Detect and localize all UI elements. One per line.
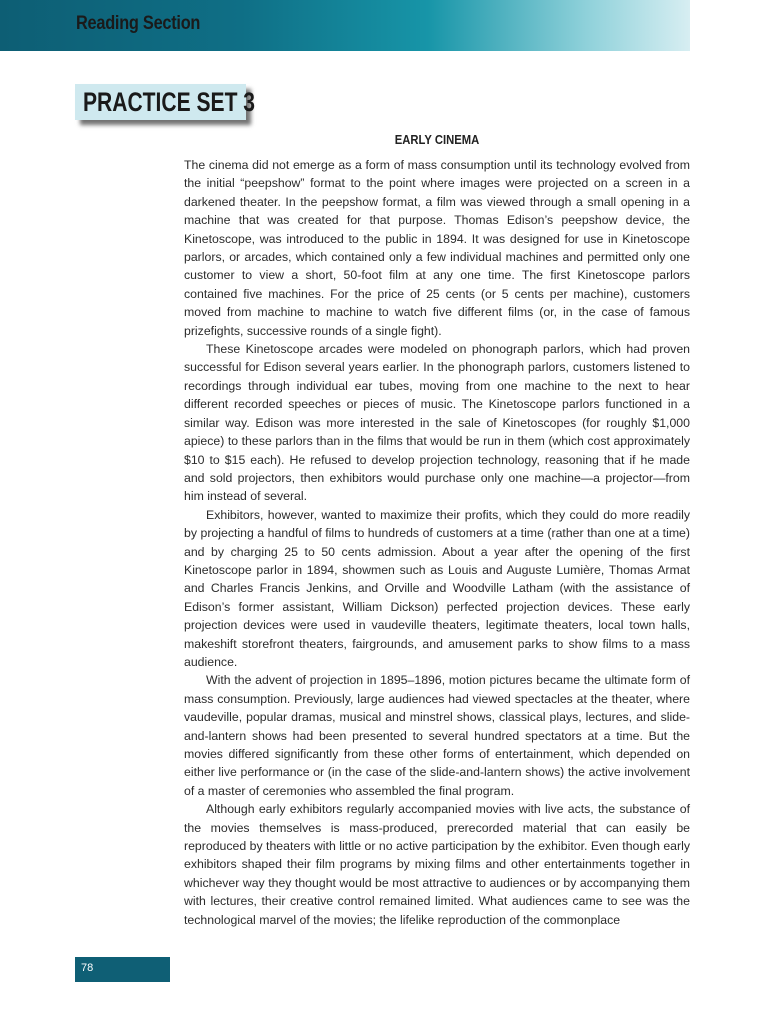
- section-title: Reading Section: [76, 13, 201, 34]
- article-title: EARLY CINEMA: [394, 133, 480, 147]
- paragraph: Although early exhibitors regularly accompanied movies with live acts, the substance of the movies themselves is mass-produced, prerecorded material that can easily be reproduced by theaters with little or no active participation by the exhibitor. Even though early exhibitors shaped their film programs by mixing films and other entertainments together in whichever way they thought would be most attractive to audiences or by accompanying them with lectures, their creative control remained limited. What audiences came to see was the technological marvel of the movies; the lifelike reproduction of the commonplace: [184, 802, 690, 927]
- paragraph: With the advent of projection in 1895–1896, motion pictures became the ultimate form of mass consumption. Previously, large audiences had viewed spectacles at the theater, where vaudeville, popular dramas, musical and minstrel shows, classical plays, lectures, and slide-and-lantern shows had been presented to several hundred spectators at a time. But the movies differed significantly from these other forms of entertainment, which depended on either live performance or (in the case of the slide-and-lantern shows) the active involvement of a master of ceremonies who assembled the final program.: [184, 673, 690, 798]
- page-number: 78: [81, 962, 94, 974]
- paragraph: Exhibitors, however, wanted to maximize their profits, which they could do more readily by projecting a handful of films to hundreds of customers at a time (rather than one at a time) and by charging 25 to 50 cents admission. About a year after the opening of the first Kinetoscope parlor in 1894, showmen such as Louis and Auguste Lumière, Thomas Armat and Charles Francis Jenkins, and Orville and Woodville Latham (with the assistance of Edison’s former assistant, William Dickson) perfected projection devices. These early projection devices were used in vaudeville theaters, legitimate theaters, local town halls, makeshift storefront theaters, fairgrounds, and amusement parks to show films to a mass audience.: [184, 507, 690, 669]
- practice-set-box: [75, 84, 256, 120]
- article-body: [184, 156, 690, 929]
- practice-set-label: PRACTICE SET 3: [83, 87, 256, 117]
- paragraph: The cinema did not emerge as a form of mass consumption until its technology evolved from the initial “peepshow” format to the point where images were projected on a screen in a darkened theater. In the peepshow format, a film was viewed through a small opening in a machine that was created for that purpose. Thomas Edison’s peepshow device, the Kinetoscope, was introduced to the public in 1894. It was designed for use in Kinetoscope parlors, or arcades, which contained only a few individual machines and permitted only one customer to view a short, 50-foot film at any one time. The first Kinetoscope parlors contained five machines. For the price of 25 cents (or 5 cents per machine), customers moved from machine to machine to watch five different films (or, in the case of famous prizefights, successive rounds of a single fight).: [184, 158, 690, 338]
- paragraph: These Kinetoscope arcades were modeled on phonograph parlors, which had proven successful for Edison several years earlier. In the phonograph parlors, customers listened to recordings through individual ear tubes, moving from one machine to the next to hear different recorded speeches or pieces of music. The Kinetoscope parlors functioned in a similar way. Edison was more interested in the sale of Kinetoscopes (for roughly $1,000 apiece) to these parlors than in the films that would be run in them (which cost approximately $10 to $15 each). He refused to develop projection technology, reasoning that if he made and sold projectors, then exhibitors would purchase only one machine—a projector—from him instead of several.: [184, 342, 690, 504]
- page-number-box: [75, 957, 170, 982]
- header-band: [0, 0, 690, 51]
